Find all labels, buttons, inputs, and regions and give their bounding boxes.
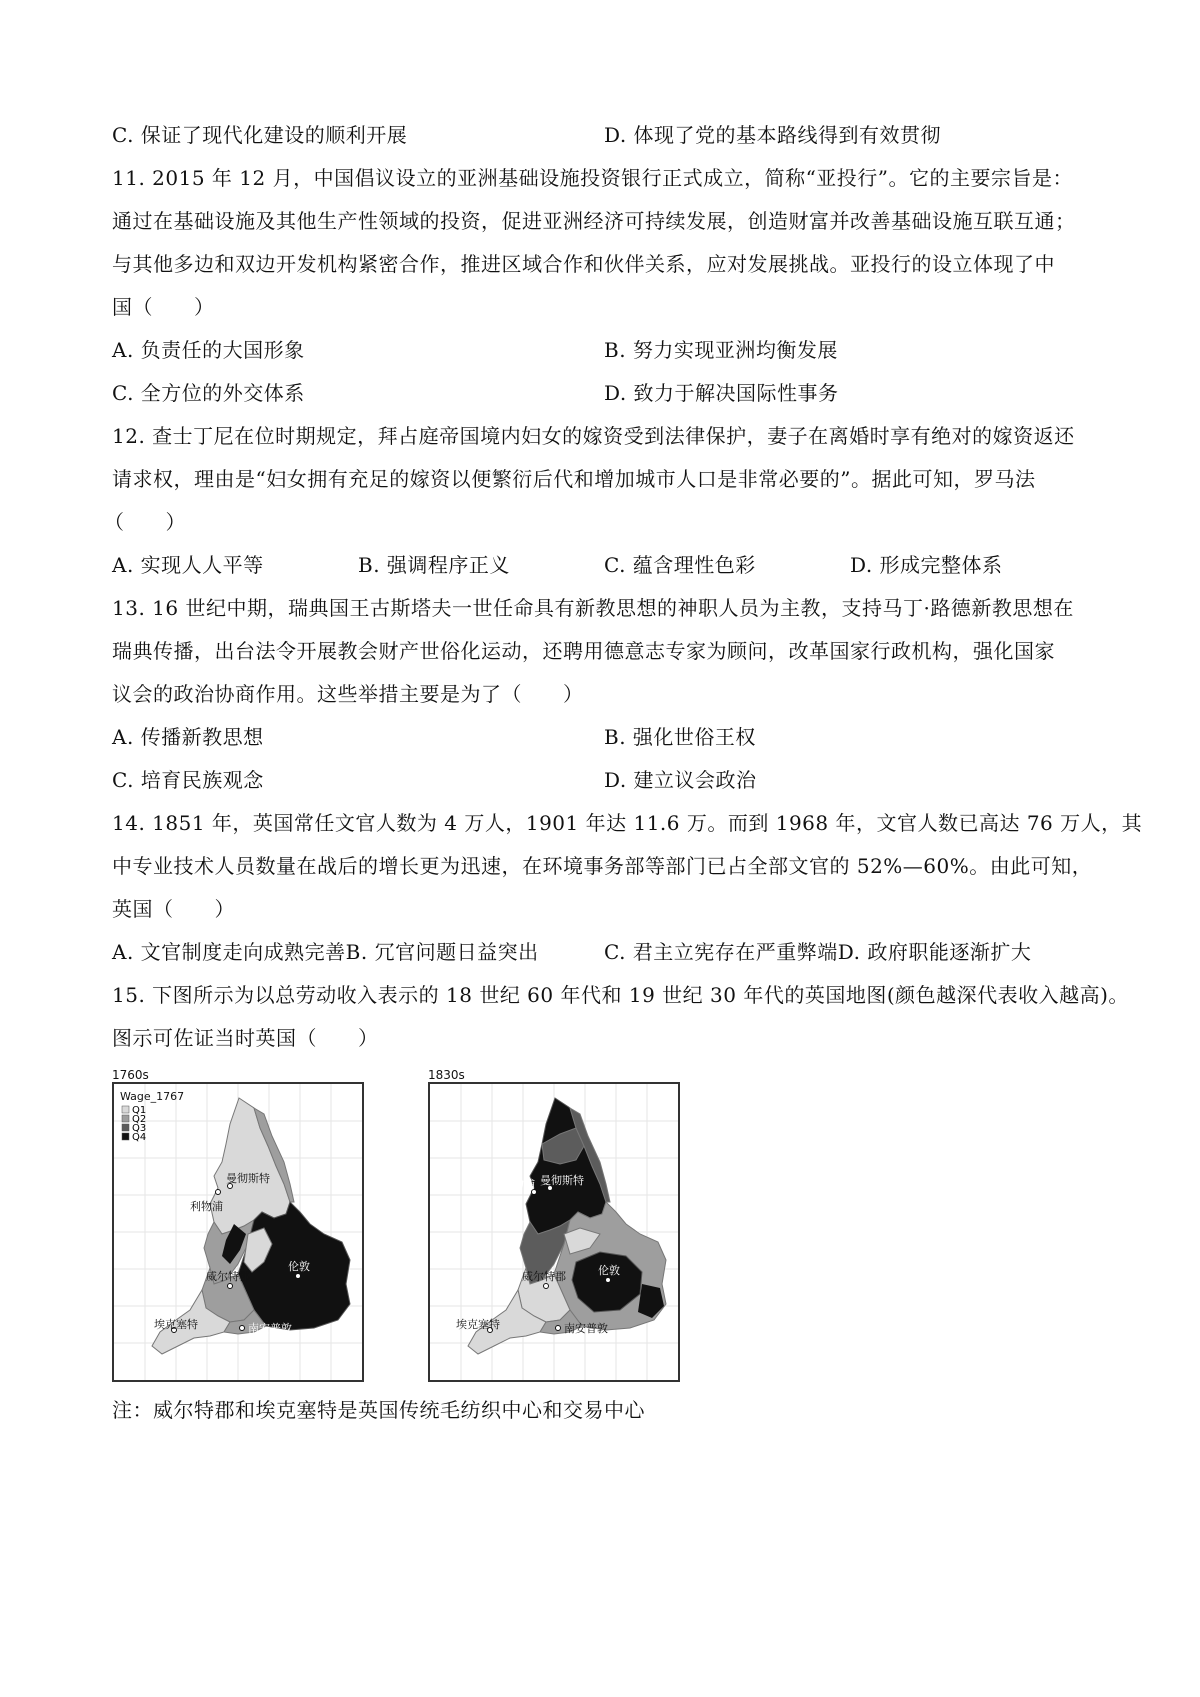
- city-label-exeter-2: 埃克塞特: [456, 1318, 500, 1331]
- legend-swatch-q4: [122, 1133, 129, 1140]
- city-dot-london: [296, 1274, 301, 1279]
- city-label-london: 伦敦: [288, 1260, 310, 1273]
- q14-stem-line-1: 14. 1851 年，英国常任文官人数为 4 万人，1901 年达 11.6 万。而到 1968 年，文官人数已高达 76 万人，其: [112, 811, 1143, 835]
- city-dot-southampton: [240, 1326, 245, 1331]
- q12-option-a: A. 实现人人平等: [112, 553, 264, 577]
- q11-option-b: B. 努力实现亚洲均衡发展: [604, 338, 838, 362]
- map-1760s-legend-title: Wage_1767: [120, 1090, 185, 1103]
- q13-option-b: B. 强化世俗王权: [604, 725, 756, 749]
- q13-option-d: D. 建立议会政治: [604, 768, 757, 792]
- q10-option-d: D. 体现了党的基本路线得到有效贯彻: [604, 123, 942, 147]
- legend-label-q1: Q1: [132, 1105, 147, 1116]
- q11-stem-line-4: 国（ ）: [112, 295, 215, 319]
- q12-option-c: C. 蕴含理性色彩: [604, 553, 756, 577]
- map-1830s-period-label: 1830s: [428, 1068, 465, 1082]
- city-dot-london-2: [606, 1278, 611, 1283]
- city-label-liverpool-2: 利物浦: [502, 1178, 535, 1191]
- q12-stem-line-2: 请求权，理由是“妇女拥有充足的嫁资以便繁衍后代和增加城市人口是非常必要的”。据此可知，罗马法: [112, 467, 1036, 491]
- map-1830s: [428, 1082, 680, 1382]
- q11-option-a: A. 负责任的大国形象: [112, 338, 305, 362]
- map-1760s-period-label: 1760s: [112, 1068, 149, 1082]
- q13-option-c: C. 培育民族观念: [112, 768, 264, 792]
- q11-stem-line-1: 11. 2015 年 12 月，中国倡议设立的亚洲基础设施投资银行正式成立，简称“亚投行”。它的主要宗旨是：: [112, 166, 1074, 190]
- q15-stem-line-1: 15. 下图所示为以总劳动收入表示的 18 世纪 60 年代和 19 世纪 30 年代的英国地图(颜色越深代表收入越高)。: [112, 983, 1129, 1007]
- city-label-london-2: 伦敦: [598, 1264, 620, 1277]
- q13-option-a: A. 传播新教思想: [112, 725, 264, 749]
- city-label-manchester: 曼彻斯特: [226, 1172, 270, 1185]
- q14-options-ab: A. 文官制度走向成熟完善B. 冗官问题日益突出: [112, 940, 539, 964]
- legend-label-q4: Q4: [132, 1132, 147, 1143]
- city-dot-wiltshire-2: [544, 1284, 549, 1289]
- q11-option-c: C. 全方位的外交体系: [112, 381, 305, 405]
- city-dot-liverpool: [216, 1190, 221, 1195]
- q12-option-d: D. 形成完整体系: [850, 553, 1003, 577]
- map-1830s-region-kent: [638, 1284, 664, 1318]
- q14-options-cd: C. 君主立宪存在严重弊端D. 政府职能逐渐扩大: [604, 940, 1032, 964]
- city-dot-southampton-2: [556, 1326, 561, 1331]
- q10-option-c: C. 保证了现代化建设的顺利开展: [112, 123, 408, 147]
- legend-label-q2: Q2: [132, 1114, 147, 1125]
- q15-note: 注：威尔特郡和埃克塞特是英国传统毛纺织中心和交易中心: [112, 1398, 645, 1422]
- q13-stem-line-1: 13. 16 世纪中期，瑞典国王古斯塔夫一世任命具有新教思想的神职人员为主教，支持马丁·路德新教思想在: [112, 596, 1074, 620]
- q11-stem-line-2: 通过在基础设施及其他生产性领域的投资，促进亚洲经济可持续发展，创造财富并改善基础设施互联互通；: [112, 209, 1076, 233]
- q12-option-b: B. 强调程序正义: [358, 553, 510, 577]
- legend-label-q3: Q3: [132, 1123, 147, 1134]
- q11-option-d: D. 致力于解决国际性事务: [604, 381, 839, 405]
- q11-stem-line-3: 与其他多边和双边开发机构紧密合作，推进区域合作和伙伴关系，应对发展挑战。亚投行的设立体现了中: [112, 252, 1055, 276]
- q15-stem-line-2: 图示可佐证当时英国（ ）: [112, 1026, 379, 1050]
- q12-stem-line-3: （ ）: [104, 510, 186, 534]
- city-label-southampton: 南安普敦: [248, 1322, 292, 1335]
- legend-swatch-q3: [122, 1124, 129, 1131]
- city-label-liverpool: 利物浦: [190, 1200, 223, 1213]
- q13-stem-line-2: 瑞典传播，出台法令开展教会财产世俗化运动，还聘用德意志专家为顾问，改革国家行政机构，强化国家: [112, 639, 1055, 663]
- city-dot-wiltshire: [228, 1284, 233, 1289]
- q13-stem-line-3: 议会的政治协商作用。这些举措主要是为了（ ）: [112, 682, 584, 706]
- map-1760s-figure: [114, 1084, 362, 1380]
- map-1830s-figure: [430, 1084, 678, 1380]
- q14-stem-line-3: 英国（ ）: [112, 897, 235, 921]
- city-label-wiltshire: 威尔特郡: [206, 1270, 250, 1283]
- city-label-southampton-2: 南安普敦: [564, 1322, 608, 1335]
- city-label-wiltshire-2: 威尔特郡: [522, 1270, 566, 1283]
- q14-stem-line-2: 中专业技术人员数量在战后的增长更为迅速，在环境事务部等部门已占全部文官的 52%—60%。由此可知，: [112, 854, 1093, 878]
- city-label-exeter: 埃克塞特: [154, 1318, 198, 1331]
- legend-swatch-q2: [122, 1115, 129, 1122]
- q12-stem-line-1: 12. 查士丁尼在位时期规定，拜占庭帝国境内妇女的嫁资受到法律保护，妻子在离婚时享有绝对的嫁资返还: [112, 424, 1075, 448]
- city-label-manchester-2: 曼彻斯特: [540, 1174, 584, 1187]
- map-1760s: [112, 1082, 364, 1382]
- legend-swatch-q1: [122, 1106, 129, 1113]
